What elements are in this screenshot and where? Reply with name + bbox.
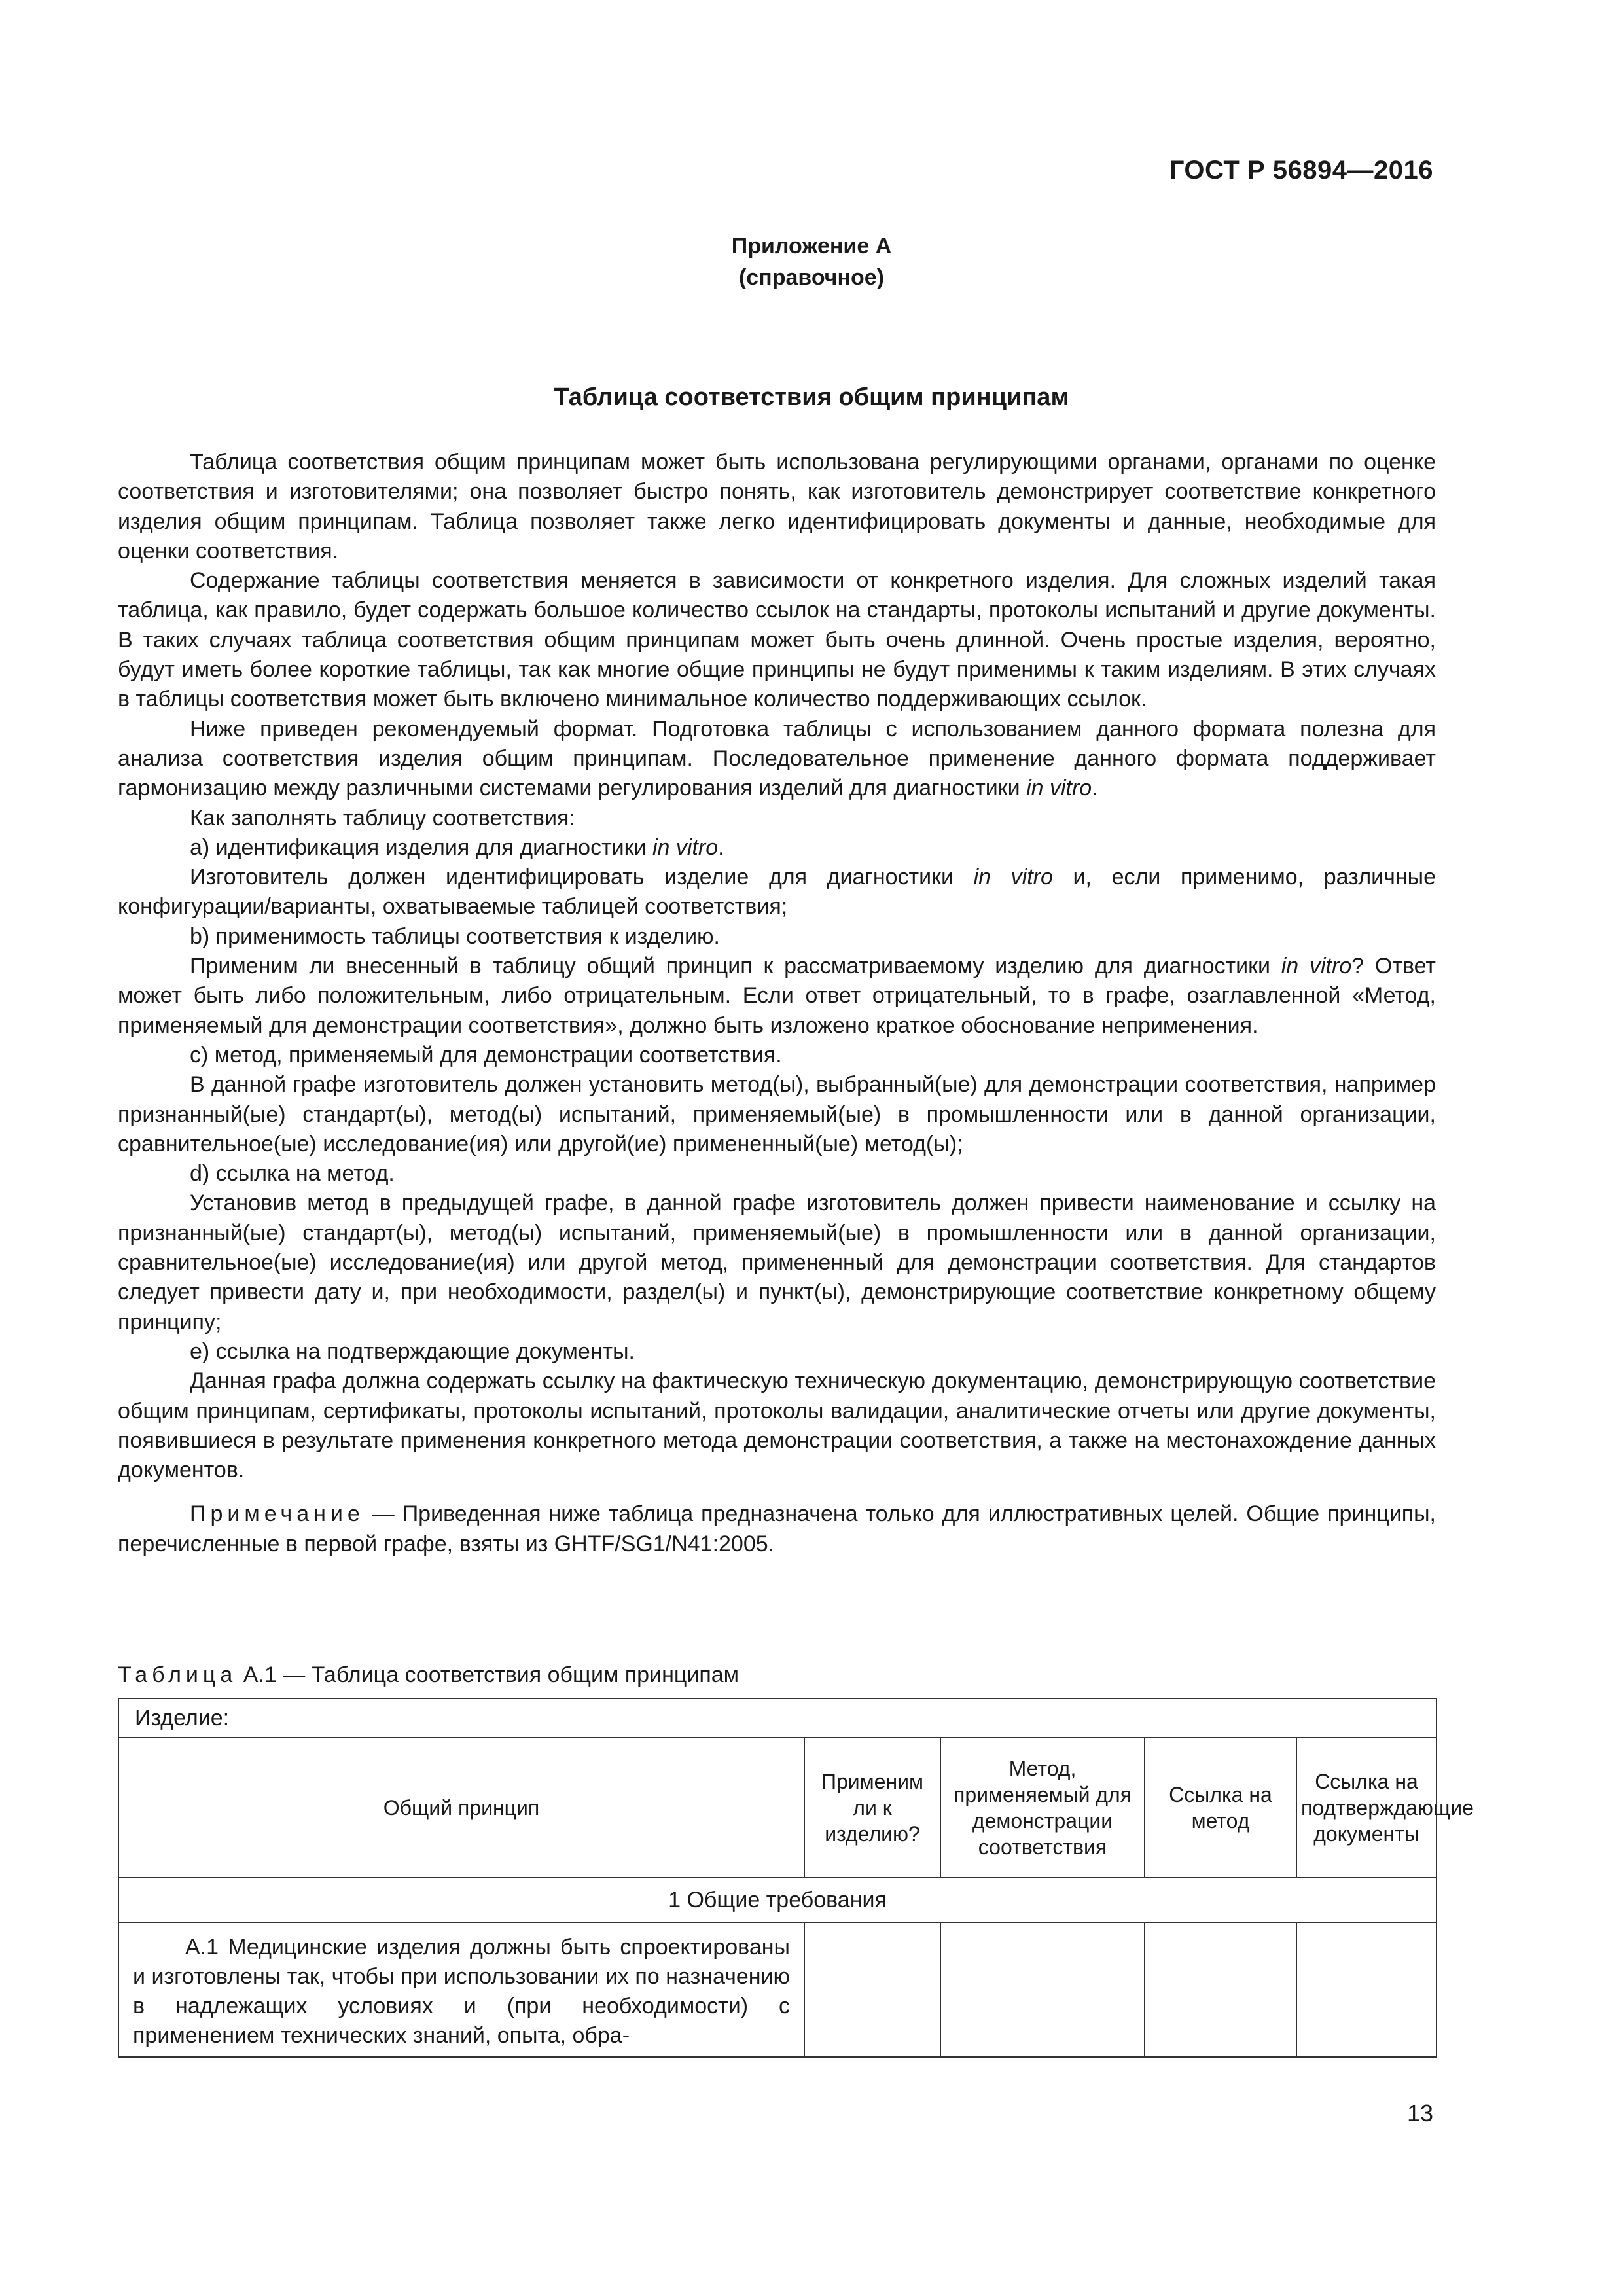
applicable-cell [804,1922,940,2057]
table-row [118,1922,1436,2057]
paragraph: Применим ли внесенный в таблицу общий принцип к рассматриваемому изделию для диагностики in vitro? Ответ может быть либо положительным, либо отрицательным. Если ответ отрицательный, то в графе, озаглавленной «Метод, применяемый для демонстрации соответствия», должно быть изложено краткое обоснование неприменения. [118,954,1436,1038]
annex-heading [0,230,1623,293]
table-header-row [118,1738,1436,1878]
section-row [118,1878,1436,1922]
note [118,1499,1436,1559]
paragraph: Установив метод в предыдущей графе, в данной графе изготовитель должен привести наименование и ссылку на признанный(ые) стандарт(ы), метод(ы) испытаний, применяемый(ые) в промышленности или в данной организации, сравнительное(ые) исследование(ия) или другой метод, примененный для демонстрации соответствия. Для стандартов следует привести дату и, при необходимости, раздел(ы) и пункт(ы), демонстрирующие соответствие конкретному общему принципу; [118,1191,1436,1335]
method-cell [940,1922,1145,2057]
header-principle: Общий принцип [118,1738,804,1878]
table-caption-text: А.1 — Таблица соответствия общим принципам [237,1662,740,1687]
header-applicable: Применим ли к изделию? [804,1738,940,1878]
paragraph: Как заполнять таблицу соответствия: [190,805,575,831]
principle-text: А.1 Медицинские изделия должны быть спроектированы и изготовлены так, чтобы при использовании их по назначению в надлежащих условиях и (при необходимости) с применением технических знаний, опыта, обра- [133,1935,790,2048]
table-caption-label: Таблица [118,1662,238,1687]
principle-cell [118,1922,804,2057]
body-text [118,448,1436,1559]
paragraph: a) идентификация изделия для диагностики in vitro. [190,834,724,860]
header-docs-ref: Ссылка на подтверждающие документы [1296,1738,1436,1878]
paragraph: Данная графа должна содержать ссылку на фактическую техническую документацию, демонстрирующую соответствие общим принципам, сертификаты, протоколы испытаний, протоколы валидации, аналитические отчеты или другие документы, появившиеся в результате применения конкретного метода демонстрации соответствия, а также на местонахождение данных документов. [118,1369,1436,1483]
table-row [118,1698,1436,1738]
page-number: 13 [1406,2100,1433,2126]
product-cell: Изделие: [118,1698,1436,1738]
header-method: Метод, применяемый для демонстрации соответствия [940,1738,1145,1878]
table-caption [118,1662,739,1688]
docs-ref-cell [1296,1922,1436,2057]
note-text: — Приведенная ниже таблица предназначена только для иллюстративных целей. Общие принципы, перечисленные в первой графе, взяты из GHTF/SG1/N41:2005. [118,1501,1436,1556]
paragraph: Ниже приведен рекомендуемый формат. Подготовка таблицы с использованием данного формата полезна для анализа соответствия изделия общим принципам. Последовательное применение данного формата поддерживает гармонизацию между различными системами регулирования изделий для диагностики in vitro. [118,716,1436,801]
header-method-ref: Ссылка на метод [1145,1738,1296,1878]
paragraph: Таблица соответствия общим принципам может быть использована регулирующими органами, органами по оценке соответствия и изготовителями; она позволяет быстро понять, как изготовитель демонстрирует соответствие конкретного изделия общим принципам. Таблица позволяет также легко идентифицировать документы и данные, необходимые для оценки соответствия. [118,450,1436,564]
document-code: ГОСТ Р 56894—2016 [1169,156,1433,185]
annex-title: Таблица соответствия общим принципам [554,384,1069,411]
annex-kind: (справочное) [738,265,885,290]
paragraph: d) ссылка на метод. [190,1161,395,1187]
method-ref-cell [1145,1922,1296,2057]
paragraph: c) метод, применяемый для демонстрации соответствия. [190,1042,782,1067]
paragraph: Содержание таблицы соответствия меняется в зависимости от конкретного изделия. Для сложных изделий такая таблица, как правило, будет содержать большое количество ссылок на стандарты, протоколы испытаний и другие документы. В таких случаях таблица соответствия общим принципам может быть очень длинной. Очень простые изделия, вероятно, будут иметь более короткие таблицы, так как многие общие принципы не будут применимы к таким изделиям. В этих случаях в таблицы соответствия может быть включено минимальное количество поддерживающих ссылок. [118,568,1436,712]
paragraph: e) ссылка на подтверждающие документы. [190,1338,635,1364]
paragraph: Изготовитель должен идентифицировать изделие для диагностики in vitro и, если применимо, различные конфигурации/варианты, охватываемые таблицей соответствия; [118,865,1436,920]
note-label: Примечание [190,1501,365,1527]
section-title: 1 Общие требования [118,1878,1436,1922]
paragraph: В данной графе изготовитель должен установить метод(ы), выбранный(ые) для демонстрации соответствия, например признанный(ые) стандарт(ы), метод(ы) испытаний, применяемый(ые) в промышленности или в данной организации, сравнительное(ые) исследование(ия) или другой(ие) примененный(ые) метод(ы); [118,1072,1436,1157]
annex-label: Приложение А [731,234,892,259]
conformity-table [118,1698,1474,2058]
paragraph: b) применимость таблицы соответствия к изделию. [190,924,721,949]
